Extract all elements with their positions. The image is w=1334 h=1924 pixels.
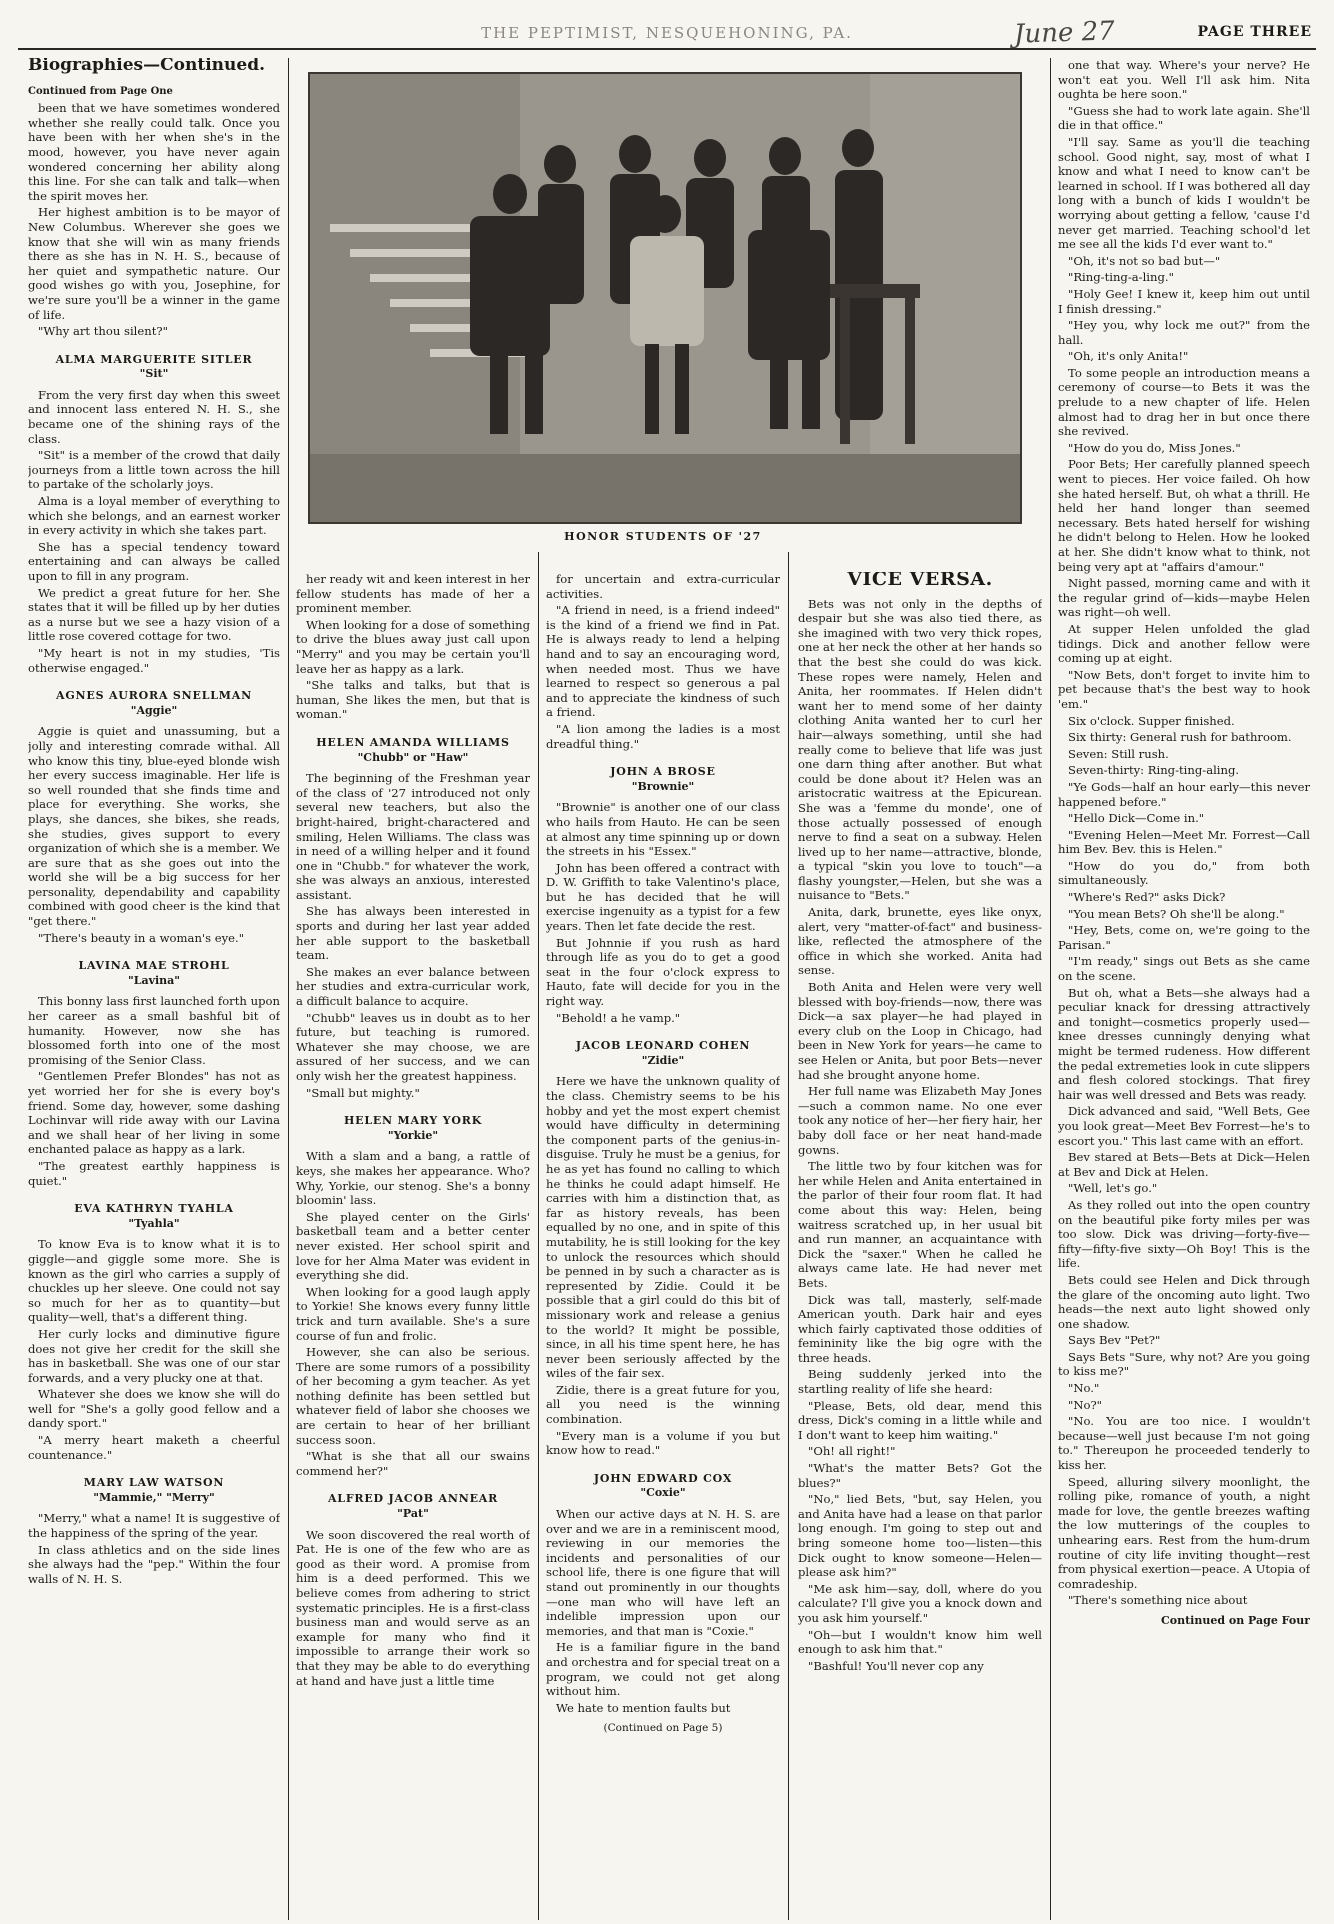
column-1 <box>28 58 280 1916</box>
paragraph: "How do you do, Miss Jones." <box>1068 440 1241 455</box>
bio-nickname: "Aggie" <box>130 703 178 717</box>
paragraph: Says Bets "Sure, why not? Are you going to kiss me?" <box>1058 1349 1310 1379</box>
paragraph: "I'm ready," sings out Bets as she came on the scene. <box>1058 954 1310 984</box>
paragraph: Alma is a loyal member of everything to which she belongs, and an earnest worker in every activity in which she takes part. <box>28 494 280 538</box>
paragraph: Bets was not only in the depths of despair but she was also tied there, as she imagined with two very thick ropes, one at her neck the other at her hands so that the best she could do was kick. These ropes were namely, Helen and Anita, her roommates. If Helen didn't want her to mend some of her dainty clothing Anita wanted her to curl her hair—always something, until she had really come to believe that life was just one darn thing after another. But what could be done about it? Helen was an aristocratic waitress at the Epicurean. She was a 'femme du monde', one of those actually possessed of enough nerve to find a seat on a subway. Helen lived up to her name—attractive, blonde, a typical "skin you love to touch"—a flashy youngster,—Helen, but she was a nuisance to "Bets." <box>798 596 1042 903</box>
bio-nickname: "Zidie" <box>641 1053 685 1067</box>
quote: "Behold! a he vamp." <box>556 1010 681 1025</box>
paragraph: Whatever she does we know she will do well for "She's a golly good fellow and a dandy sport." <box>28 1387 280 1431</box>
paragraph: In class athletics and on the side lines she always had the "pep." Within the four walls of N. H. S. <box>28 1542 280 1586</box>
bio-name: EVA KATHRYN TYAHLA <box>74 1202 234 1216</box>
paragraph: He is a familiar figure in the band and orchestra and for special treat on a program, we could not get along without him. <box>546 1640 780 1699</box>
paragraph: "There's something nice about <box>1068 1593 1248 1608</box>
paragraph: "No." <box>1068 1381 1100 1396</box>
paragraph: "A friend in need, is a friend indeed" is the kind of a friend we find in Pat. He is always ready to lend a helping hand and to say an encouraging word, when needed most. Thus we have learned to respect so generous a pal and to appreciate the kindness of such a friend. <box>546 603 780 720</box>
paragraph: "Hey you, why lock me out?" from the hall. <box>1058 318 1310 347</box>
paragraph: But oh, what a Bets—she always had a peculiar knack for dressing attractively and tonight—cosmetics properly used—knee dresses cunningly denying what might be termed rudeness. How different the pedal extremeties look in cute slippers and flesh colored stockings. That firey hair was well dressed and Bets was ready. <box>1058 985 1310 1102</box>
paragraph: With a slam and a bang, a rattle of keys, she makes her appearance. Who? Why, Yorkie, our stenog. She's a bonny bloomin' lass. <box>296 1149 530 1208</box>
continued-note: Continued on Page Four <box>1161 1613 1310 1627</box>
paragraph: This bonny lass first launched forth upon her career as a small bashful bit of humanity. However, now she has blossomed forth into one of the most promising of the Senior Class. <box>28 994 280 1067</box>
paragraph: "Holy Gee! I knew it, keep him out until I finish dressing." <box>1058 286 1310 316</box>
paragraph: "Please, Bets, old dear, mend this dress, Dick's coming in a little while and I don't want to keep him waiting." <box>798 1398 1042 1442</box>
paragraph: Dick was tall, masterly, self-made American youth. Dark hair and eyes which fairly captivated those oddities of femininity like the big ogre with the three heads. <box>798 1292 1042 1365</box>
paragraph: Anita, dark, brunette, eyes like onyx, alert, very "matter-of-fact" and business-like, reflected the atmosphere of the office in which she worked. Anita had sense. <box>798 905 1042 978</box>
bio-nickname: "Sit" <box>139 367 169 381</box>
paragraph: She has a special tendency toward entertaining and can always be called upon to fill in any program. <box>28 539 280 583</box>
column-4 <box>798 572 1042 1916</box>
paragraph: "Now Bets, don't forget to invite him to pet because that's the best way to hook 'em." <box>1058 667 1310 711</box>
paragraph: "Hey, Bets, come on, we're going to the Parisan." <box>1058 923 1310 952</box>
bio-nickname: "Chubb" or "Haw" <box>357 750 469 764</box>
quote: "What is she that all our swains commend her?" <box>296 1449 530 1478</box>
paragraph: Seven-thirty: Ring-ting-aling. <box>1068 763 1240 778</box>
paragraph: "Hello Dick—Come in." <box>1068 811 1205 826</box>
bio-name: ALMA MARGUERITE SITLER <box>55 352 253 366</box>
paragraph: Zidie, there is a great future for you, all you need is the winning combination. <box>546 1382 780 1427</box>
paragraph: Speed, alluring silvery moonlight, the rolling pike, romance of youth, a night made for love, the gentle breezes wafting the low mutterings of the couples to unhearing ears. Rest from the hum-drum routine of city life inviting thought—rest from physical exertion—peace. A Utopia of comradeship. <box>1058 1474 1310 1591</box>
bio-name: ALFRED JACOB ANNEAR <box>327 1492 499 1506</box>
paragraph: "Oh! all right!" <box>808 1444 896 1459</box>
paragraph: "Bashful! You'll never cop any <box>808 1658 984 1673</box>
paragraph: "Ring-ting-a-ling." <box>1068 270 1174 285</box>
paragraph: Her full name was Elizabeth May Jones—such a common name. No one ever took any notice of her—her fiery hair, her baby doll face or her neat hand-made gowns. <box>798 1084 1042 1157</box>
paragraph: As they rolled out into the open country on the beautiful pike forty miles per was too slow. Dick was driving—forty-five—fifty—fifty-five sixty—Oh Boy! This is the life. <box>1058 1197 1310 1271</box>
paragraph: Her highest ambition is to be mayor of New Columbus. Wherever she goes we know that she will win as many friends there as she has in N. H. S., because of her quiet and sympathetic nature. Our good wishes go with you, Josephine, for we're sure you'll be a winner in the game of life. <box>28 205 280 322</box>
paper-name: THE PEPTIMIST, NESQUEHONING, PA. <box>481 24 853 42</box>
bio-name: JOHN EDWARD COX <box>593 1471 733 1485</box>
quote: "A lion among the ladies is a most dreadful thing." <box>546 721 780 751</box>
paragraph: "No," lied Bets, "but, say Helen, you and Anita have had a lease on that parlor long enough. I'm going to step out and bring someone home too—listen—this Dick ought to know someone—Helen—please ask him?" <box>798 1492 1042 1580</box>
paragraph: "Oh—but I wouldn't know him well enough to ask him that." <box>798 1627 1042 1657</box>
paragraph: one that way. Where's your nerve? He won't eat you. Well I'll ask him. Nita oughta be here soon." <box>1058 58 1310 102</box>
bio-nickname: "Brownie" <box>631 779 695 793</box>
paragraph: been that we have sometimes wondered whether she really could talk. Once you have been with her when she's in the mood, however, you have never again wondered concerning her ability along this line. For she can talk and talk—when the spirit moves her. <box>28 101 280 203</box>
paragraph: To know Eva is to know what it is to giggle—and giggle some more. She is known as the girl who carries a supply of chuckles up her sleeve. One could not say so much for her as to quantity—but quality—well, that's a different thing. <box>28 1237 280 1325</box>
bio-name: HELEN MARY YORK <box>343 1114 483 1128</box>
honor-students-photo <box>308 72 1022 524</box>
bio-name: LAVINA MAE STROHL <box>78 959 230 973</box>
bio-name: JOHN A BROSE <box>610 765 716 779</box>
paragraph: Six thirty: General rush for bathroom. <box>1068 730 1292 745</box>
paragraph: "How do you do," from both simultaneously. <box>1058 858 1310 888</box>
paragraph: She has always been interested in sports and during her last year added her able support to the basketball team. <box>296 904 530 963</box>
paragraph: Dick advanced and said, "Well Bets, Gee you look great—Meet Bev Forrest—he's to escort you." This last came with an effort. <box>1058 1104 1310 1148</box>
bio-nickname: "Tyahla" <box>128 1216 180 1230</box>
paragraph: The little two by four kitchen was for her while Helen and Anita entertained in the parlor of their four room flat. It had come about this way: Helen, being waitress scratched up, in her usual bit and run manner, an acquaintance with Dick the "saxer." When he called he always came late. He had never met Bets. <box>798 1159 1042 1290</box>
quote: "The greatest earthly happiness is quiet." <box>28 1158 280 1188</box>
paragraph: From the very first day when this sweet and innocent lass entered N. H. S., she became one of the shining rays of the class. <box>28 387 280 446</box>
paragraph: When looking for a good laugh apply to Yorkie! She knows every funny little trick and turn available. She's a sure course of fun and frolic. <box>296 1284 530 1343</box>
paragraph: for uncertain and extra-curricular activities. <box>546 572 780 601</box>
paragraph: "You mean Bets? Oh she'll be along." <box>1068 906 1285 921</box>
paragraph: "Where's Red?" asks Dick? <box>1068 890 1226 905</box>
paragraph: Says Bev "Pet?" <box>1068 1333 1161 1348</box>
paragraph: When looking for a dose of something to drive the blues away just call upon "Merry" and you may be certain you'll leave her as happy as a lark. <box>296 617 530 676</box>
quote: "Why art thou silent?" <box>38 324 168 339</box>
bio-nickname: "Pat" <box>397 1507 429 1521</box>
bio-name: JACOB LEONARD COHEN <box>575 1039 751 1053</box>
paragraph: "I'll say. Same as you'll die teaching school. Good night, say, most of what I know and what I need to know can't be learned in school. If I was bothered all day long with a bunch of kids I wouldn't be worrying about getting a fellow, 'cause I'd never get married. Teaching school'd let me see all the kids I'd ever want to." <box>1058 134 1310 252</box>
paragraph: "Merry," what a name! It is suggestive of the happiness of the spring of the year. <box>28 1511 280 1541</box>
quote: "A merry heart maketh a cheerful countenance." <box>28 1433 280 1462</box>
column-rule <box>788 552 789 1920</box>
paragraph: We hate to mention faults but <box>556 1700 731 1715</box>
paragraph: her ready wit and keen interest in her fellow students has made of her a prominent member. <box>296 572 530 616</box>
handwritten-date: June 27 <box>1013 16 1116 50</box>
quote: "My heart is not in my studies, 'Tis otherwise engaged." <box>28 645 280 675</box>
quote: "Every man is a volume if you but know how to read." <box>546 1428 780 1458</box>
paragraph: We soon discovered the real worth of Pat. He is one of the few who are as good as their word. A promise from him is a deed performed. This we believe comes from adhering to strict systematic principles. He is a first-class business man and would serve as an example for many who find it impossible to arrange their work so that they may be able to do everything at hand and have just a little time <box>296 1527 530 1688</box>
bio-nickname: "Yorkie" <box>387 1128 439 1142</box>
paragraph: Aggie is quiet and unassuming, but a jolly and interesting comrade withal. All who know this tiny, blue-eyed blonde wish her every success imaginable. Her life is so well rounded that she finds time and place for everything. She works, she plays, she dances, she bikes, she reads, she studies, gives support to every organization of which she is a member. We are sure that as she goes out into the world she will be a big success for her personality, dependability and capability combined with good cheer is the kind that "get there." <box>28 724 280 929</box>
group-photo-illustration <box>310 74 1020 522</box>
paragraph: "Me ask him—say, doll, where do you calculate? I'll give you a knock down and you ask him yourself." <box>798 1581 1042 1625</box>
paragraph: Bev stared at Bets—Bets at Dick—Helen at Bev and Dick at Helen. <box>1058 1150 1310 1179</box>
paragraph: "Guess she had to work late again. She'll die in that office." <box>1058 103 1310 133</box>
bio-nickname: "Lavina" <box>127 973 181 987</box>
quote: "There's beauty in a woman's eye." <box>38 930 245 945</box>
column-rule <box>1050 58 1051 1920</box>
paragraph: "Brownie" is another one of our class who hails from Hauto. He can be seen at almost any time spinning up or down the streets in his "Essex." <box>546 800 780 859</box>
column-rule <box>288 58 289 1920</box>
continued-from: Continued from Page One <box>28 85 173 97</box>
page-label: PAGE THREE <box>1197 24 1312 40</box>
paragraph: "Evening Helen—Meet Mr. Forrest—Call him Bev. Bev. this is Helen." <box>1058 827 1310 857</box>
paragraph: "No?" <box>1068 1397 1103 1412</box>
paragraph: Bets could see Helen and Dick through the glare of the oncoming auto light. Two heads—the next auto light showed only one shadow. <box>1058 1272 1310 1331</box>
paragraph: "Gentlemen Prefer Blondes" has not as yet worried her for she is every boy's friend. Some day, however, some dashing Lochinvar will ride away with our Lavina and we shall hear of her living in some enchanted palace as happy as a lark. <box>28 1069 280 1157</box>
paragraph: However, she can also be serious. There are some rumors of a possibility of her becoming a gym teacher. As yet nothing definite has been settled but whatever field of labor she chooses we are certain to hear of her brilliant success soon. <box>296 1345 530 1447</box>
bio-name: MARY LAW WATSON <box>83 1476 225 1490</box>
paragraph: To some people an introduction means a ceremony of course—to Bets it was the prelude to a new chapter of life. Helen almost had to drag her in but once there she revived. <box>1058 365 1310 439</box>
paragraph: "No. You are too nice. I wouldn't because—well just because I'm not going to." Thereupon he proceeded tenderly to kiss her. <box>1058 1414 1310 1473</box>
paragraph: Poor Bets; Her carefully planned speech went to pieces. Her voice failed. Oh how she hated herself. But, oh what a thrill. He held her hand longer than seemed necessary. Bets hated herself for wishing he didn't belong to Helen. How he looked at her. She didn't know what to think, not being very apt at "affairs d'amour." <box>1058 457 1310 574</box>
column-3 <box>546 572 780 1916</box>
paragraph: "Ye Gods—half an hour early—this never happened before." <box>1058 779 1310 809</box>
bio-nickname: "Mammie," "Merry" <box>93 1490 215 1504</box>
paragraph: "Oh, it's only Anita!" <box>1068 349 1189 364</box>
paragraph: Both Anita and Helen were very well blessed with boy-friends—now, there was Dick—a sax player—he had played in every club on the Loop in Chicago, had been in New York for years—he came to see Helen or Anita, but poor Bets—never had she brought anyone home. <box>798 980 1042 1082</box>
paragraph: But Johnnie if you rush as hard through life as you do to get a good seat in the four o'clock express to Hauto, fate will decide for you in the right way. <box>546 935 780 1009</box>
column-5 <box>1058 58 1310 1916</box>
paragraph: Here we have the unknown quality of the class. Chemistry seems to be his hobby and yet the most expert chemist would have difficulty in determining the component parts of the genius-in-disguise. Truly he must be a genius, for he as yet has found no calling to which he thinks he could adapt himself. He carries with him a distinction that, as far as history reveals, has been equalled by no one, and in spite of this mutability, he is still looking for the key to unlock the resources which should be penned in by such a character as is represented by Zidie. Could it be possible that a girl could do this bit of missionary work and release a genius to the world? It might be possible, since, in all his time spent here, he has never been seriously affected by the wiles of the fair sex. <box>546 1074 780 1381</box>
quote: "She talks and talks, but that is human, She likes the men, but that is woman." <box>296 678 530 722</box>
paragraph: Seven: Still rush. <box>1068 746 1169 761</box>
bio-name: HELEN AMANDA WILLIAMS <box>316 735 510 749</box>
paragraph: "Chubb" leaves us in doubt as to her future, but teaching is rumored. Whatever she may choose, we are assured of her success, and we can only wish her the greatest happiness. <box>296 1010 530 1083</box>
paragraph: The beginning of the Freshman year of the class of '27 introduced not only several new teachers, but also the bright-haired, bright-charactered and smiling, Helen Williams. The class was in need of a willing helper and it found one in "Chubb." for whatever the work, she was always an anxious, interested assistant. <box>296 771 530 902</box>
paragraph: She makes an ever balance between her studies and extra-curricular work, a difficult balance to acquire. <box>296 964 530 1009</box>
paragraph: "Well, let's go." <box>1068 1181 1158 1196</box>
continued-note: (Continued on Page 5) <box>603 1722 723 1735</box>
paragraph: She played center on the Girls' basketball team and a better center never existed. Her school spirit and love for her Alma Mater was evident in everything she did. <box>296 1209 530 1283</box>
paragraph: Her curly locks and diminutive figure does not give her credit for the skill she has in basketball. She was one of our star forwards, and a very plucky one at that. <box>28 1326 280 1385</box>
bio-nickname: "Coxie" <box>640 1486 686 1500</box>
paragraph: Being suddenly jerked into the startling reality of life she heard: <box>798 1367 1042 1397</box>
section-title: Biographies—Continued. <box>28 58 265 75</box>
bio-name: AGNES AURORA SNELLMAN <box>56 689 252 703</box>
paragraph: Night passed, morning came and with it the regular grind of—kids—maybe Helen was right—oh well. <box>1058 576 1310 620</box>
paragraph: Six o'clock. Supper finished. <box>1068 713 1235 728</box>
photo-caption: HONOR STUDENTS OF '27 <box>564 530 762 543</box>
paragraph: When our active days at N. H. S. are over and we are in a reminiscent mood, reviewing in our memories the incidents and personalities of our school life, there is one figure that will stand out prominently in our thoughts—one man who will have left an indelible impression upon our memories, and that man is "Coxie." <box>546 1507 780 1638</box>
quote: "Small but mighty." <box>306 1085 420 1100</box>
column-rule <box>538 552 539 1920</box>
column-2 <box>296 572 530 1916</box>
paragraph: John has been offered a contract with D. W. Griffith to take Valentino's place, but he has decided that he will exercise ingenuity as a typist for a few years. Then let fate decide the rest. <box>546 860 780 934</box>
story-title: VICE VERSA. <box>847 572 993 590</box>
paragraph: "What's the matter Bets? Got the blues?" <box>798 1461 1042 1490</box>
paragraph: "Oh, it's not so bad but—" <box>1068 253 1221 268</box>
paragraph: "Sit" is a member of the crowd that daily journeys from a little town across the hill to partake of the scholarly joys. <box>28 448 280 492</box>
masthead <box>18 14 1316 50</box>
paragraph: We predict a great future for her. She states that it will be filled up by her duties as a nurse but we see a hazy vision of a little rose covered cottage for two. <box>28 585 280 644</box>
paragraph: At supper Helen unfolded the glad tidings. Dick and another fellow were coming up at eight. <box>1058 621 1310 666</box>
